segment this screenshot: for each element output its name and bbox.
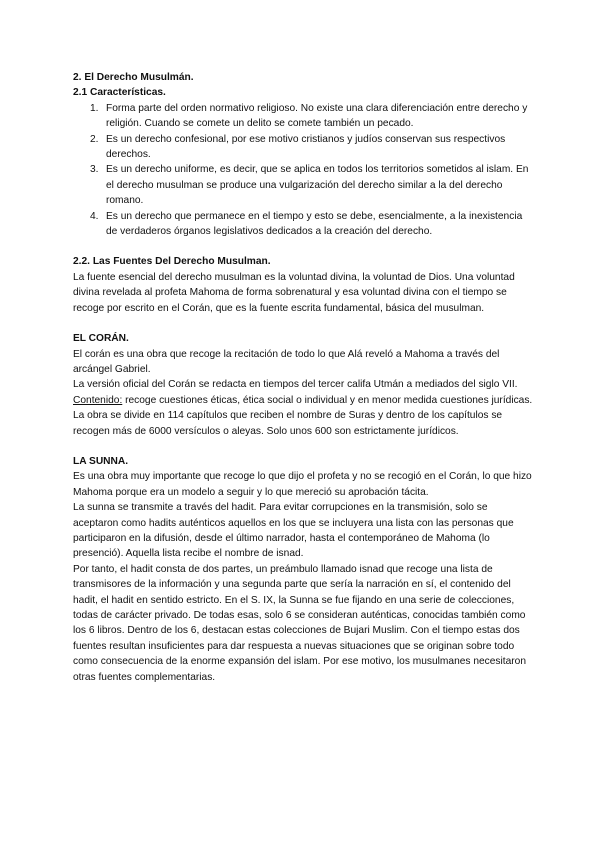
subsection-heading-fuentes: 2.2. Las Fuentes Del Derecho Musulman. [73,256,271,268]
list-item-number: 2. [90,133,99,145]
list-item-text: Forma parte del orden normativo religioso. No existe una clara diferenciación entre derecho y religión. Cuando se comete un delito se comete también un pecado. [106,102,528,130]
spacer [73,439,533,454]
contenido-label: Contenido: [73,394,123,406]
coran-heading: EL CORÁN. [73,333,129,345]
list-item-number: 4. [90,210,99,222]
list-item [73,101,533,132]
sunna-paragraph-1: Es una obra muy importante que recoge lo que dijo el profeta y no se recogió en el Corán, lo que hizo Mahoma porque era un modelo a seguir y lo que mereció su aprobación tácita. [73,471,532,498]
coran-contenido-paragraph [73,393,533,439]
spacer [73,239,533,254]
list-item [73,162,533,208]
section-heading-derecho-musulman: 2. El Derecho Musulmán. [73,72,194,83]
list-item [73,132,533,163]
sunna-paragraph-2: La sunna se transmite a través del hadit. Para evitar corrupciones en la transmisión, solo se aceptaron como hadits auténticos aquellos en los que se incluyera una lista con las personas que participaron en la difusión, desde el último narrador, hasta el contemporáneo de Mahoma (lo presenció). Aquella lista recibe el nombre de isnad. [73,502,514,560]
sunna-heading: LA SUNNA. [73,455,129,467]
characteristics-list [73,101,533,240]
coran-paragraph-2: La versión oficial del Corán se redacta en tiempos del tercer califa Utmán a mediados del siglo VII. [73,379,518,391]
spacer [73,316,533,331]
list-item-text: Es un derecho uniforme, es decir, que se aplica en todos los territorios sometidos al islam. En el derecho musulman se produce una vulgarización del derecho similar a la del derecho romano. [106,164,529,207]
fuentes-paragraph: La fuente esencial del derecho musulman es la voluntad divina, la voluntad de Dios. Una voluntad divina revelada al profeta Mahoma de forma sobrenatural y esa voluntad divina con el tiempo se recoge por escrito en el Corán, que es la fuente escrita fundamental, básica del musulman. [73,271,515,314]
document-page [73,70,533,685]
sunna-paragraph-3: Por tanto, el hadit consta de dos partes, un preámbulo llamado isnad que recoge una lista de transmisores de la información y una segunda parte que sería la narración en sí, el contenido del hadit, el hadit en sentido estricto. En el S. IX, la Sunna se fue fijando en una serie de colecciones, todas de carácter privado. De todas esas, solo 6 se consideran auténticas, conocidas también como los 6 libros. Dentro de los 6, destacan estas colecciones de Bujari Muslim. Con el tiempo estas dos fuentes resultan insuficientes para dar respuesta a nuevas situaciones que se originan sobre todo como consecuencia de la enorme expansión del islam. Por ese motivo, los musulmanes necesitaron otras fuentes complementarias. [73,563,527,683]
list-item-number: 1. [90,102,99,114]
list-item [73,209,533,240]
contenido-text: recoge cuestiones éticas, ética social o individual y en menor medida cuestiones jurídicas. La obra se divide en 114 capítulos que reciben el nombre de Suras y dentro de los capítulos se recogen más de 6000 versículos o aleyas. Solo unos 600 son estrictamente jurídicos. [73,394,533,437]
list-item-text: Es un derecho que permanece en el tiempo y esto se debe, esencialmente, a la inexistencia de verdaderos órganos legislativos dedicados a la creación del derecho. [106,210,523,238]
list-item-text: Es un derecho confesional, por ese motivo cristianos y judíos conservan sus respectivos derechos. [106,133,506,161]
subsection-heading-caracteristicas: 2.1 Características. [73,87,166,99]
coran-paragraph-1: El corán es una obra que recoge la recitación de todo lo que Alá reveló a Mahoma a través del arcángel Gabriel. [73,348,500,375]
list-item-number: 3. [90,164,99,176]
